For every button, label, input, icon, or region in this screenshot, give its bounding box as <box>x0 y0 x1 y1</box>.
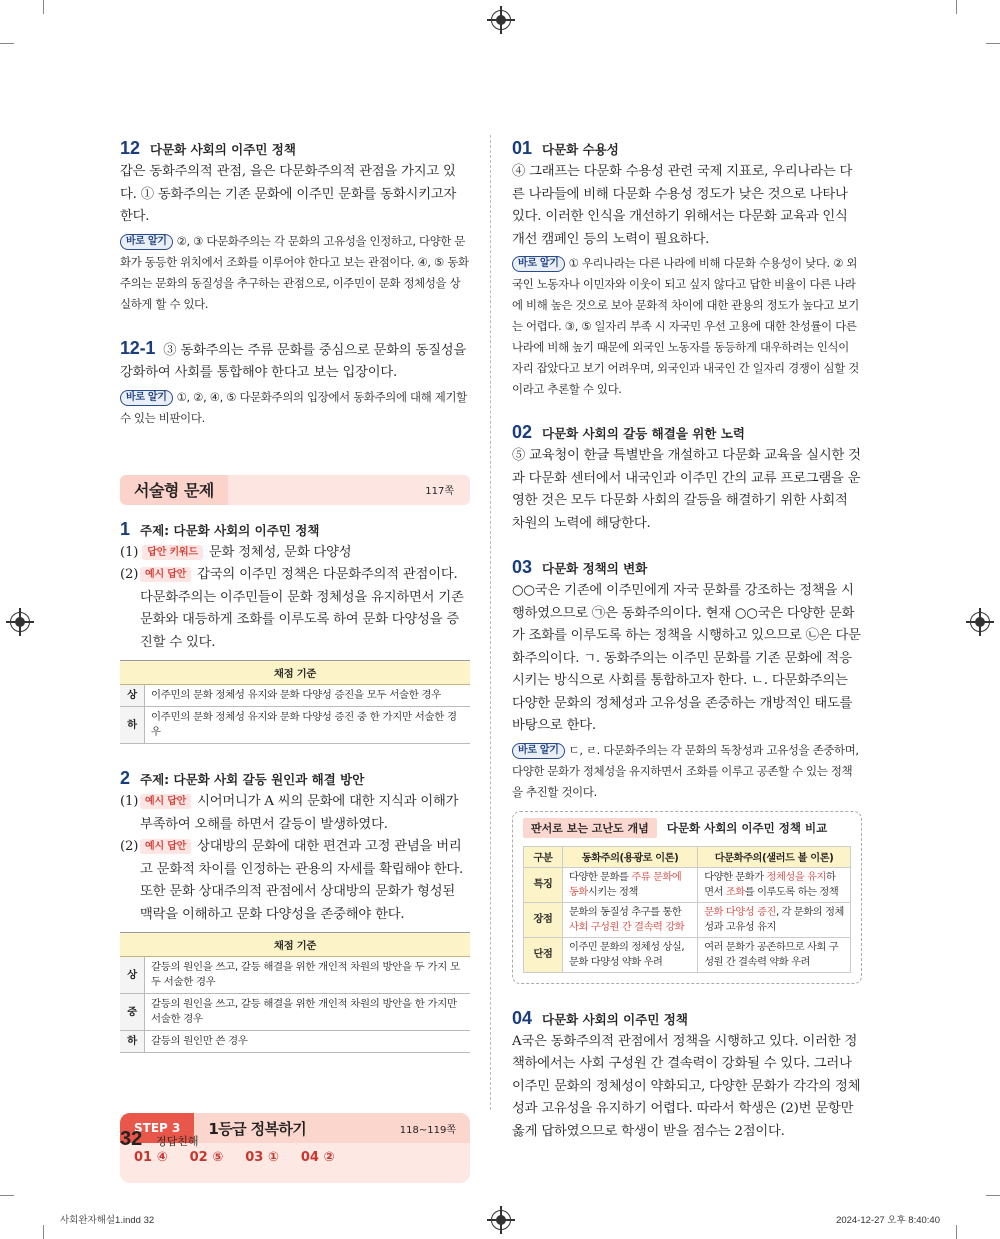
example-answer-tag: 예시 답안 <box>140 567 191 582</box>
answer-note: 바로 알기 ①, ②, ④, ⑤ 다문화주의의 입장에서 동화주의에 대해 제기할 수 있는 비판이다. <box>120 389 467 425</box>
baro-algi-tag: 바로 알기 <box>512 743 565 759</box>
scoring-table: 채점 기준 상 갈등의 원인을 쓰고, 갈등 해결을 위한 개인적 차원의 방안을 두 가지 모두 서술한 경우 중 갈등의 원인을 쓰고, 갈등 해결을 위한 개인적 차원의 방안을 한 가지만 서술한 경우 하 갈등의 원인만 쓴 경우 <box>120 932 470 1053</box>
question-title: 다문화 사회의 이주민 정책 <box>150 142 296 157</box>
right-column <box>512 138 862 1159</box>
column-divider <box>490 135 491 1110</box>
slug-date: 2024-12-27 오후 8:40:40 <box>836 1215 940 1226</box>
answer-03 <box>512 557 862 984</box>
answer-keyword-tag: 답안 키워드 <box>142 545 203 560</box>
question-title: 다문화 정책의 변화 <box>542 561 648 576</box>
registration-mark-icon <box>970 612 990 632</box>
answer-02 <box>512 422 862 535</box>
step3-title: 1등급 정복하기 <box>208 1119 307 1138</box>
crop-mark <box>43 0 44 14</box>
question-number: 03 <box>512 557 533 577</box>
question-title: 주제: 다문화 사회 갈등 원인과 해결 방안 <box>140 772 365 787</box>
registration-mark-icon <box>491 1210 511 1230</box>
answer-body: ○○국은 기존에 이주민에게 자국 문화를 강조하는 정책을 시행하였으므로 ㉠은 동화주의이다. 현재 ○○국은 다양한 문화가 조화를 이루도록 하는 정책을 시행하고 있으므로 ㉡은 다문화주의이다. ㄱ. 동화주의는 이주민 문화를 기존 문화에 적응시키는 방식으로 사회를 통합하고자 한다. ㄴ. 다문화주의는 다양한 문화의 정체성과 고유성을 존중하는 개방적인 태도를 바탕으로 한다. <box>512 583 861 733</box>
crop-mark <box>956 0 957 14</box>
concept-box <box>512 811 862 984</box>
answer-01 <box>512 138 862 400</box>
example-answer-tag: 예시 답안 <box>140 839 191 854</box>
answer-body: 갑은 동화주의적 관점, 을은 다문화주의적 관점을 가지고 있다. ① 동화주의는 기존 문화에 이주민 문화를 동화시키고자 한다. <box>120 164 457 224</box>
slug-filename: 사회완자해설1.indd 32 <box>60 1215 155 1226</box>
answer-item: 04 ② <box>300 1150 335 1165</box>
table-row: 장점 문화의 동질성 추구를 통한 사회 구성원 간 결속력 강화 문화 다양성 증진, 각 문화의 정체성과 고유성 유지 <box>524 902 851 937</box>
crop-mark <box>0 1195 14 1196</box>
answer-body: ③ 동화주의는 주류 문화를 중심으로 문화의 동질성을 강화하여 사회를 통합해야 한다고 보는 입장이다. <box>120 342 467 380</box>
question-number: 12-1 <box>120 337 156 358</box>
table-row: 특징 다양한 문화를 주류 문화에 동화시키는 정책 다양한 문화가 정체성을 유지하면서 조화를 이루도록 하는 정책 <box>524 867 851 902</box>
essay-q2: 2 주제: 다문화 사회 갈등 원인과 해결 방안 (1) 예시 답안 시어머니가 A 씨의 문화에 대한 지식과 이해가 부족하여 오해를 하면서 갈등이 발생하였다. (2) 예시 답안 상대방의 문화에 대한 편견과 고정 관념을 버리고 문화적 차이를 인정하는 관용의 자세를 확립해야 한다. 또한 문화 상대주의적 관점에서 상대방의 문화가 형성된 맥락을 이해하고 문화 다양성을 존중해야 한다. 채점 기준 상 갈등의 원인을 쓰고, 갈등 해결을 위한 개인적 차원의 방안을 두 가지 모두 서술한 경우 중 갈등의 원인을 쓰고, 갈등 해결을 위한 개인적 차원의 방안을 한 가지만 서술한 경우 하 갈등의 원인만 쓴 경우 <box>120 768 470 1053</box>
question-title: 주제: 다문화 사회의 이주민 정책 <box>140 522 320 538</box>
answer-04 <box>512 1008 862 1144</box>
question-number: 01 <box>512 138 533 158</box>
answer-body: ⑤ 교육청이 한글 특별반을 개설하고 다문화 교육을 실시한 것과 다문화 센터에서 내국인과 이주민 간의 교류 프로그램을 운영한 것은 모두 다문화 사회의 갈등을 해결하기 위한 사회적 차원의 노력에 해당한다. <box>512 448 861 531</box>
answer-item: 02 ⑤ <box>189 1150 224 1165</box>
answer-body: ④ 그래프는 다문화 수용성 관련 국제 지표로, 우리나라는 다른 나라들에 비해 다문화 수용성 정도가 낮은 것으로 나타나 있다. 이러한 인식을 개선하기 위해서는 다문화 교육과 인식 개선 캠페인 등의 노력이 필요하다. <box>512 164 853 247</box>
essay-banner-page: 117쪽 <box>425 486 454 497</box>
question-title: 다문화 사회의 이주민 정책 <box>542 1011 688 1027</box>
page-number: 32 <box>120 1128 143 1150</box>
question-number: 2 <box>120 768 131 788</box>
step3-badge: STEP 3 <box>120 1113 194 1143</box>
question-number: 1 <box>120 518 131 539</box>
registration-mark-icon <box>491 10 511 30</box>
question-number: 04 <box>512 1007 533 1028</box>
question-number: 02 <box>512 422 533 442</box>
concept-badge: 판서로 보는 고난도 개념 <box>523 818 657 838</box>
step3-page: 118~119쪽 <box>399 1125 456 1136</box>
baro-algi-tag: 바로 알기 <box>120 390 173 406</box>
footer-label: 정답친해 <box>156 1135 199 1148</box>
comparison-table: 구분 동화주의(용광로 이론) 다문화주의(샐러드 볼 이론) 특징 다양한 문화를 주류 문화에 동화시키는 정책 다양한 문화가 정체성을 유지하면서 조화를 이루도록 하는 정책 장점 문화의 동질성 추구를 통한 사회 구성원 간 결속력 강화 문화 다양성 증진, 각 문화의 정체성과 고유성 유지 단점 이주민 문화의 정체성 상실, 문화 다양성 약화 우려 여러 문화가 공존하므로 사회 구성원 간 결속력 약화 우려 <box>523 846 851 973</box>
answer-item: 01 ④ <box>134 1150 168 1165</box>
question-number: 12 <box>120 138 141 158</box>
answer-body: A국은 동화주의적 관점에서 정책을 시행하고 있다. 이러한 정책하에서는 사회 구성원 간 결속력이 강화될 수 있다. 그러나 이주민 문화의 정체성이 약화되고, 다양한 문화가 각각의 정체성과 고유성을 유지하기 어렵다. 따라서 학생은 (2)번 문항만 옳게 답하였으므로 학생이 받을 점수는 2점이다. <box>512 1033 861 1139</box>
baro-algi-tag: 바로 알기 <box>120 234 173 250</box>
answer-item: 03 ① <box>245 1150 279 1165</box>
crop-mark <box>956 1225 957 1239</box>
answer-note: 바로 알기 ②, ③ 다문화주의는 각 문화의 고유성을 인정하고, 다양한 문화가 동등한 위치에서 조화를 이루어야 한다고 보는 관점이다. ④, ⑤ 동화주의는 문화의 동질성을 추구하는 관점으로, 이주민이 문화 정체성을 상실하게 할 수 있다. <box>120 233 469 311</box>
answer-note: 바로 알기 ㄷ, ㄹ. 다문화주의는 각 문화의 독창성과 고유성을 존중하며, 다양한 문화가 정체성을 유지하면서 조화를 이루고 공존할 수 있는 정책을 추진할 것이다. <box>512 742 859 799</box>
crop-mark <box>43 1225 44 1239</box>
essay-q1: 1 주제: 다문화 사회의 이주민 정책 (1) 답안 키워드 문화 정체성, 문화 다양성 (2) 예시 답안 갑국의 이주민 정책은 다문화주의적 관점이다. 다문화주의는 이주민들이 문화 정체성을 유지하면서 기존 문화와 대등하게 조화를 이루도록 하여 문화 다양성을 증진할 수 있다. 채점 기준 상 이주민의 문화 정체성 유지와 문화 다양성 증진을 모두 서술한 경우 하 이주민의 문화 정체성 유지와 문화 다양성 증진 중 한 가지만 서술한 경우 <box>120 519 470 745</box>
crop-mark <box>986 1195 1000 1196</box>
question-title: 다문화 사회의 갈등 해결을 위한 노력 <box>542 426 745 441</box>
registration-mark-icon <box>10 612 30 632</box>
answer-12-1 <box>120 337 470 429</box>
left-column <box>120 138 470 1183</box>
scoring-table: 채점 기준 상 이주민의 문화 정체성 유지와 문화 다양성 증진을 모두 서술한 경우 하 이주민의 문화 정체성 유지와 문화 다양성 증진 중 한 가지만 서술한 경우 <box>120 660 470 744</box>
answer-12 <box>120 138 470 315</box>
crop-mark <box>986 43 1000 44</box>
essay-banner-title: 서술형 문제 <box>120 475 228 505</box>
concept-title: 다문화 사회의 이주민 정책 비교 <box>666 820 828 835</box>
baro-algi-tag: 바로 알기 <box>512 256 565 272</box>
example-answer-tag: 예시 답안 <box>140 794 191 809</box>
crop-mark <box>0 43 14 44</box>
answer-note: 바로 알기 ① 우리나라는 다른 나라에 비해 다문화 수용성이 낮다. ② 외국인 노동자나 이민자와 이웃이 되고 싶지 않다고 답한 비율이 다른 나라에 비해 높은 것으로 보아 문화적 차이에 대한 관용의 정도가 높다고 보기는 어렵다. ③, ⑤ 일자리 부족 시 자국민 우선 고용에 대한 찬성률이 다른 나라에 비해 높기 때문에 외국인 노동자를 동등하게 대우하려는 인식이 자리 잡았다고 보기 어려우며, 외국인과 내국인 간 일자리 경쟁이 심할 것이라고 추론할 수 있다. <box>512 256 859 396</box>
question-title: 다문화 수용성 <box>542 142 619 157</box>
table-row: 단점 이주민 문화의 정체성 상실, 문화 다양성 약화 우려 여러 문화가 공존하므로 사회 구성원 간 결속력 약화 우려 <box>524 937 851 972</box>
essay-banner <box>120 475 470 505</box>
